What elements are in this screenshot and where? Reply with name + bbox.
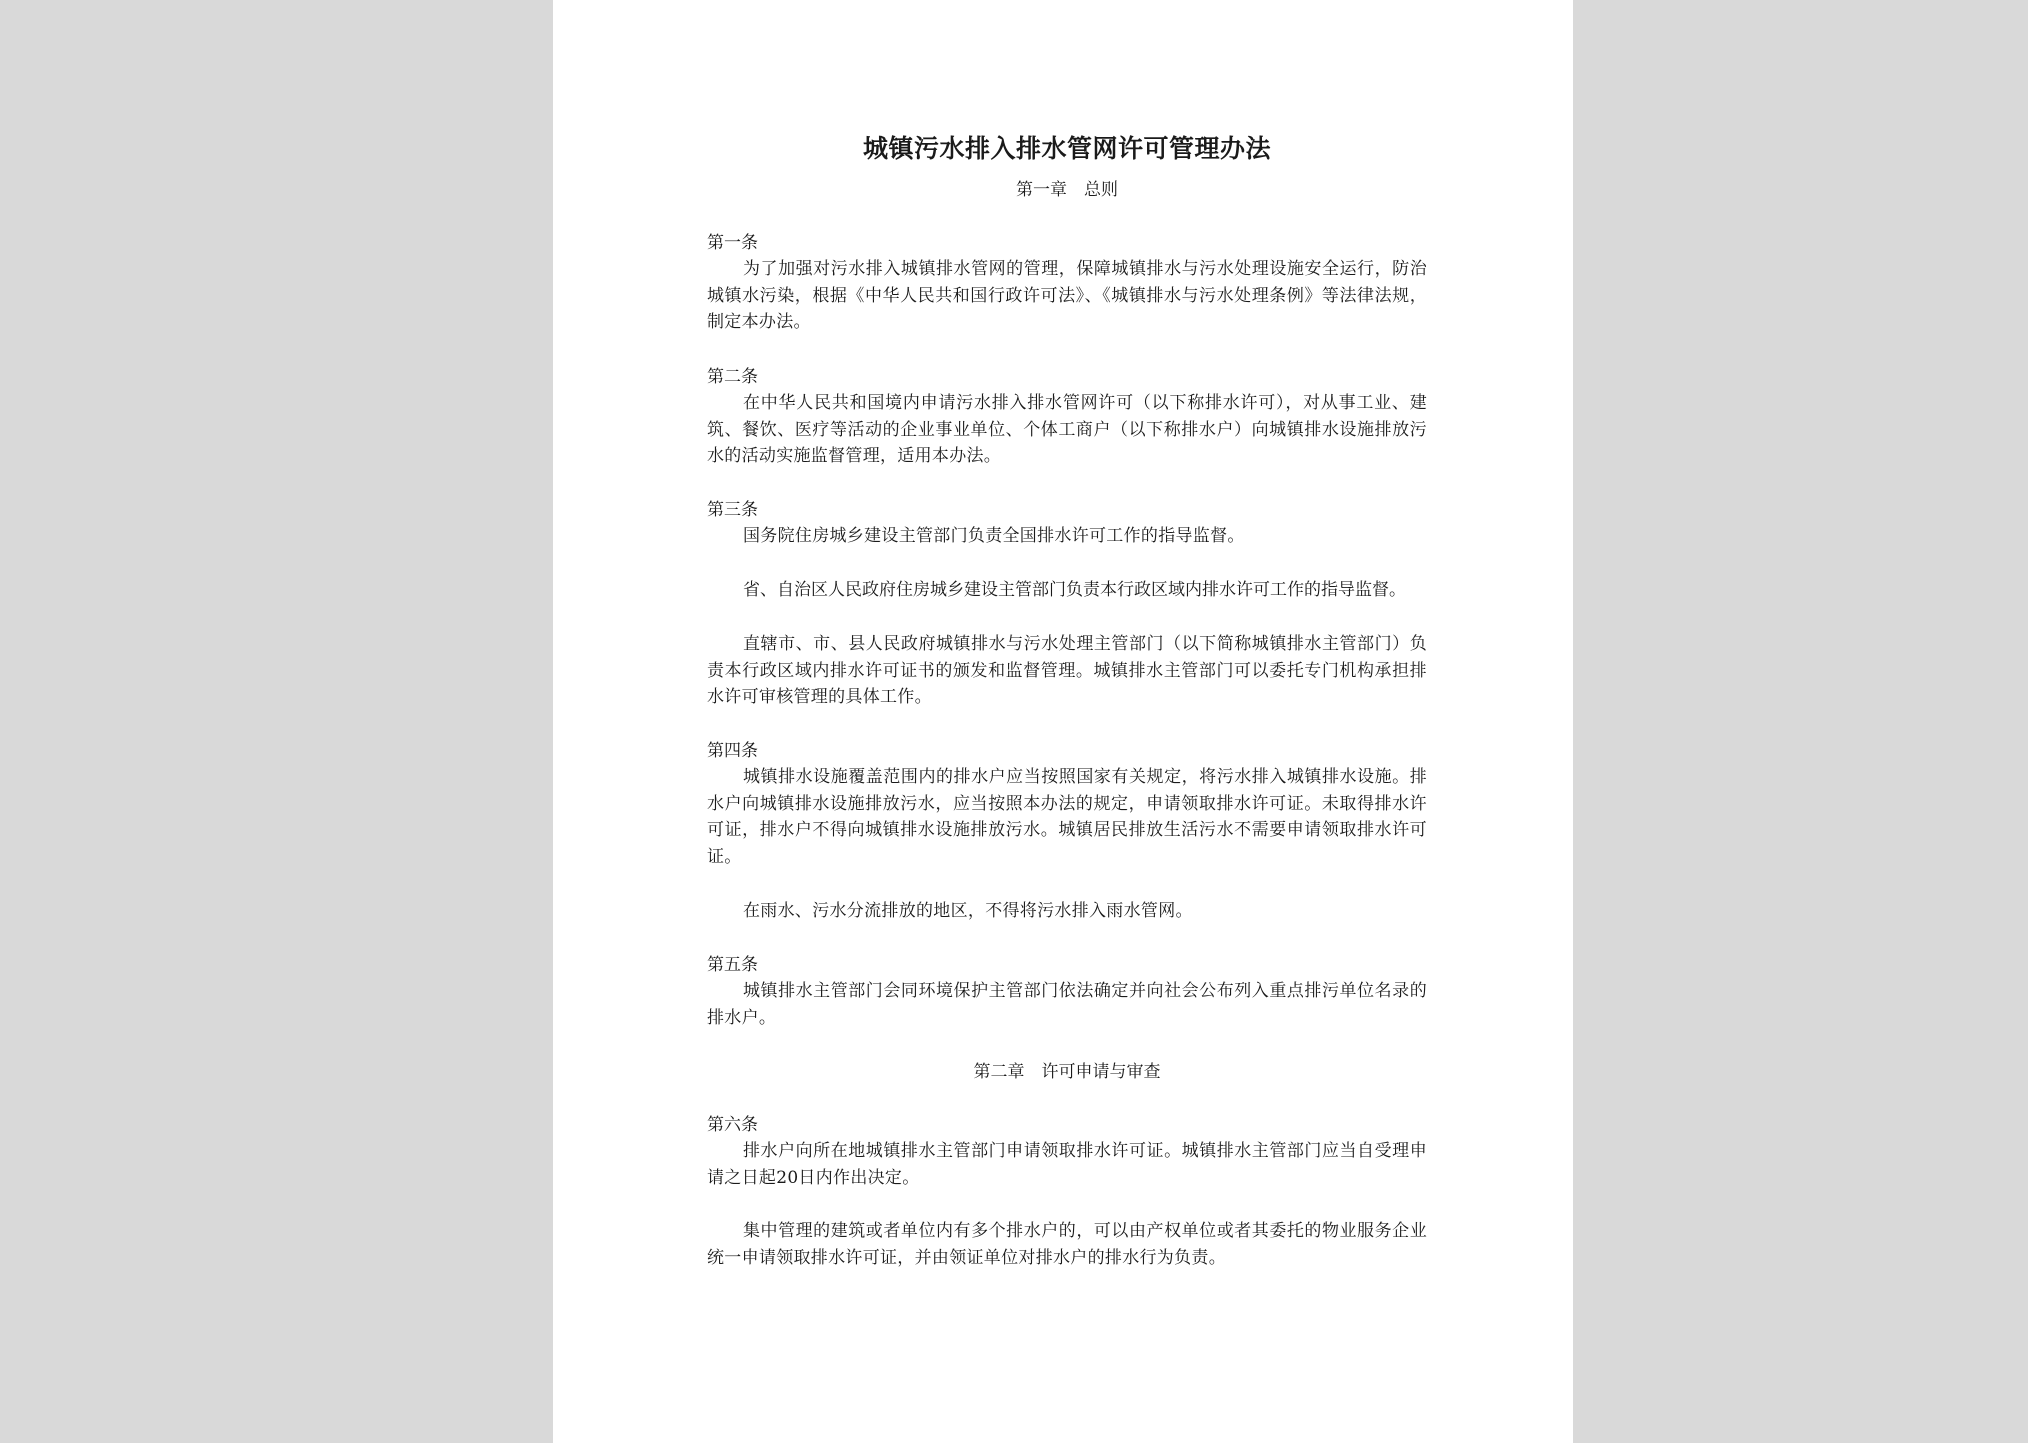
- article-label-4: 第四条: [707, 741, 758, 761]
- article-label-6: 第六条: [707, 1115, 758, 1135]
- article-label-5: 第五条: [707, 955, 758, 975]
- chapter-heading-1: 第一章 总则: [1016, 180, 1118, 200]
- article-5-paragraph-1: 城镇排水主管部门会同环境保护主管部门依法确定并向社会公布列入重点排污单位名录的排水户。: [707, 981, 1427, 1028]
- article-3-paragraph-1: 国务院住房城乡建设主管部门负责全国排水许可工作的指导监督。: [743, 526, 1245, 546]
- article-label-2: 第二条: [707, 367, 758, 387]
- article-4-paragraph-2: 在雨水、污水分流排放的地区，不得将污水排入雨水管网。: [743, 901, 1193, 921]
- document-page: [553, 0, 1573, 1443]
- article-6-paragraph-1: 排水户向所在地城镇排水主管部门申请领取排水许可证。城镇排水主管部门应当自受理申请之日起20日内作出决定。: [707, 1141, 1427, 1188]
- article-2-paragraph-1: 在中华人民共和国境内申请污水排入排水管网许可（以下称排水许可），对从事工业、建筑、餐饮、医疗等活动的企业事业单位、个体工商户（以下称排水户）向城镇排水设施排放污水的活动实施监督管理，适用本办法。: [707, 393, 1427, 467]
- article-4-paragraph-1: 城镇排水设施覆盖范围内的排水户应当按照国家有关规定，将污水排入城镇排水设施。排水户向城镇排水设施排放污水，应当按照本办法的规定，申请领取排水许可证。未取得排水许可证，排水户不得向城镇排水设施排放污水。城镇居民排放生活污水不需要申请领取排水许可证。: [707, 767, 1427, 867]
- article-6-paragraph-2: 集中管理的建筑或者单位内有多个排水户的，可以由产权单位或者其委托的物业服务企业统一申请领取排水许可证，并由领证单位对排水户的排水行为负责。: [707, 1221, 1427, 1268]
- article-3-paragraph-2: 省、自治区人民政府住房城乡建设主管部门负责本行政区域内排水许可工作的指导监督。: [743, 580, 1406, 600]
- chapter-heading-2: 第二章 许可申请与审查: [973, 1062, 1161, 1082]
- article-1-paragraph-1: 为了加强对污水排入城镇排水管网的管理，保障城镇排水与污水处理设施安全运行，防治城镇水污染，根据《中华人民共和国行政许可法》、《城镇排水与污水处理条例》等法律法规，制定本办法。: [707, 259, 1427, 333]
- article-3-paragraph-3: 直辖市、市、县人民政府城镇排水与污水处理主管部门（以下简称城镇排水主管部门）负责本行政区域内排水许可证书的颁发和监督管理。城镇排水主管部门可以委托专门机构承担排水许可审核管理的具体工作。: [707, 634, 1427, 708]
- document-title: 城镇污水排入排水管网许可管理办法: [862, 134, 1271, 163]
- article-label-1: 第一条: [707, 233, 758, 253]
- article-label-3: 第三条: [707, 500, 758, 520]
